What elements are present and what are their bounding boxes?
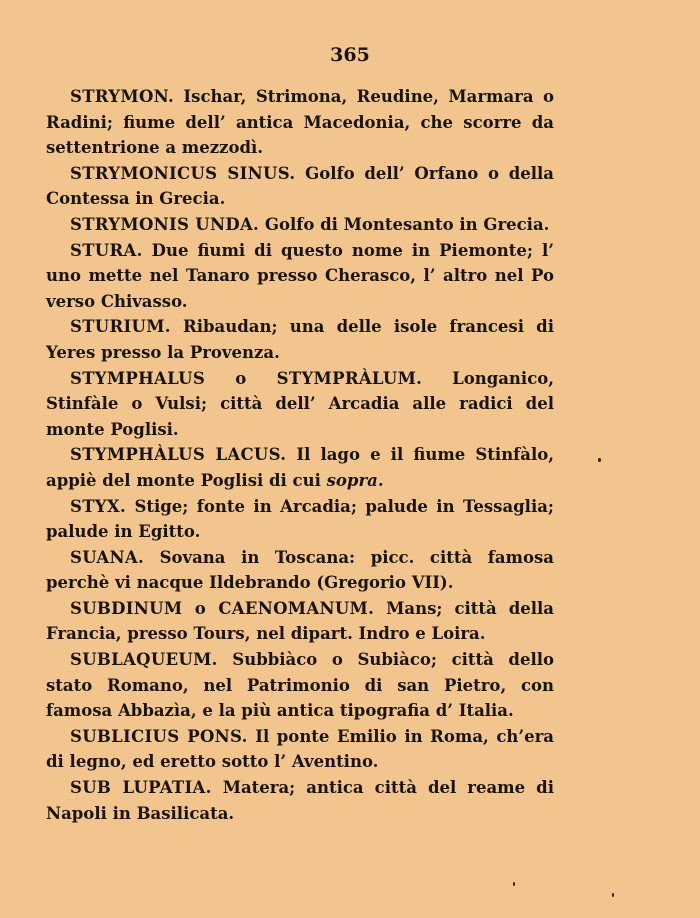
entry — [46, 84, 554, 161]
entry-headword: SUBLICIUS PONS. — [70, 726, 248, 746]
entry-text: Stige; fonte in Arcadia; palude in Tessaglia; palude in Egitto. — [46, 496, 554, 542]
entry-headword: SUBLAQUEUM. — [70, 650, 218, 670]
ink-speck — [598, 458, 601, 462]
dictionary-entries — [46, 84, 554, 826]
entry-headword: STURA. — [70, 240, 143, 260]
entry — [46, 775, 554, 826]
entry-text: Golfo dell’ Orfano o della Contessa in Grecia. — [46, 163, 554, 209]
entry-headword: STYMPHÀLUS LACUS. — [70, 445, 287, 465]
entry — [46, 161, 554, 212]
entry-text: Ribaudan; una delle isole francesi di Yeres presso la Provenza. — [46, 317, 554, 362]
ink-speck — [513, 882, 515, 886]
entry-italic-text: sopra — [326, 470, 378, 490]
entry — [46, 494, 554, 545]
entry-text: Due fiumi di questo nome in Piemonte; l’ uno mette nel Tanaro presso Cherasco, l’ altro nel Po verso Chivasso. — [46, 240, 554, 311]
entry — [46, 724, 554, 775]
entry-headword: STRYMONICUS SINUS. — [70, 163, 296, 183]
entry — [46, 442, 554, 493]
ink-speck — [612, 893, 614, 897]
entry-text: Il ponte Emilio in Roma, ch’era di legno, ed eretto sotto l’ Aventino. — [46, 726, 554, 772]
entry-text: Mans; città della Francia, presso Tours, nel dipart. Indro e Loira. — [46, 598, 554, 644]
entry-headword: STRYMONIS UNDA. — [70, 214, 260, 234]
entry — [46, 545, 554, 596]
entry-text: Sovana in Toscana: picc. città famosa perchè vi nacque Ildebrando (Gregorio VII). — [46, 547, 554, 593]
entry — [46, 212, 554, 238]
entry — [46, 238, 554, 315]
entry-headword: STYMPHALUS o STYMPRÀLUM. — [70, 368, 423, 388]
entry-headword: STRYMON. — [70, 87, 174, 106]
entry-headword: STYX. — [70, 496, 127, 516]
entry-tail: . — [377, 470, 384, 490]
entry-text: Subbiàco o Subiàco; città dello stato Romano, nel Patrimonio di san Pietro, con famosa Abbazìa, e la più antica tipografia d’ Italia. — [46, 650, 554, 721]
entry — [46, 314, 554, 365]
entry-headword: STURIUM. — [70, 317, 171, 337]
entry — [46, 647, 554, 724]
entry-headword: SUB LUPATIA. — [70, 778, 212, 798]
entry-text: Il lago e il fiume Stinfàlo, appiè del monte Poglisi di cui — [46, 445, 554, 490]
entry-headword: SUANA. — [70, 547, 145, 567]
entry-text: Matera; antica città del reame di Napoli in Basilicata. — [46, 778, 554, 823]
entry-text: Golfo di Montesanto in Grecia. — [259, 214, 550, 234]
page-number: 365 — [330, 44, 370, 66]
entry-text: Longanico, Stinfàle o Vulsi; città dell’ Arcadia alle radici del monte Poglisi. — [46, 368, 554, 439]
entry — [46, 366, 554, 443]
entry-headword: SUBDINUM o CAENOMANUM. — [70, 598, 375, 618]
entry — [46, 596, 554, 647]
entry-text: Ischar, Strimona, Reudine, Marmara o Radini; fiume dell’ antica Macedonia, che scorre da settentrione a mezzodì. — [46, 87, 554, 158]
